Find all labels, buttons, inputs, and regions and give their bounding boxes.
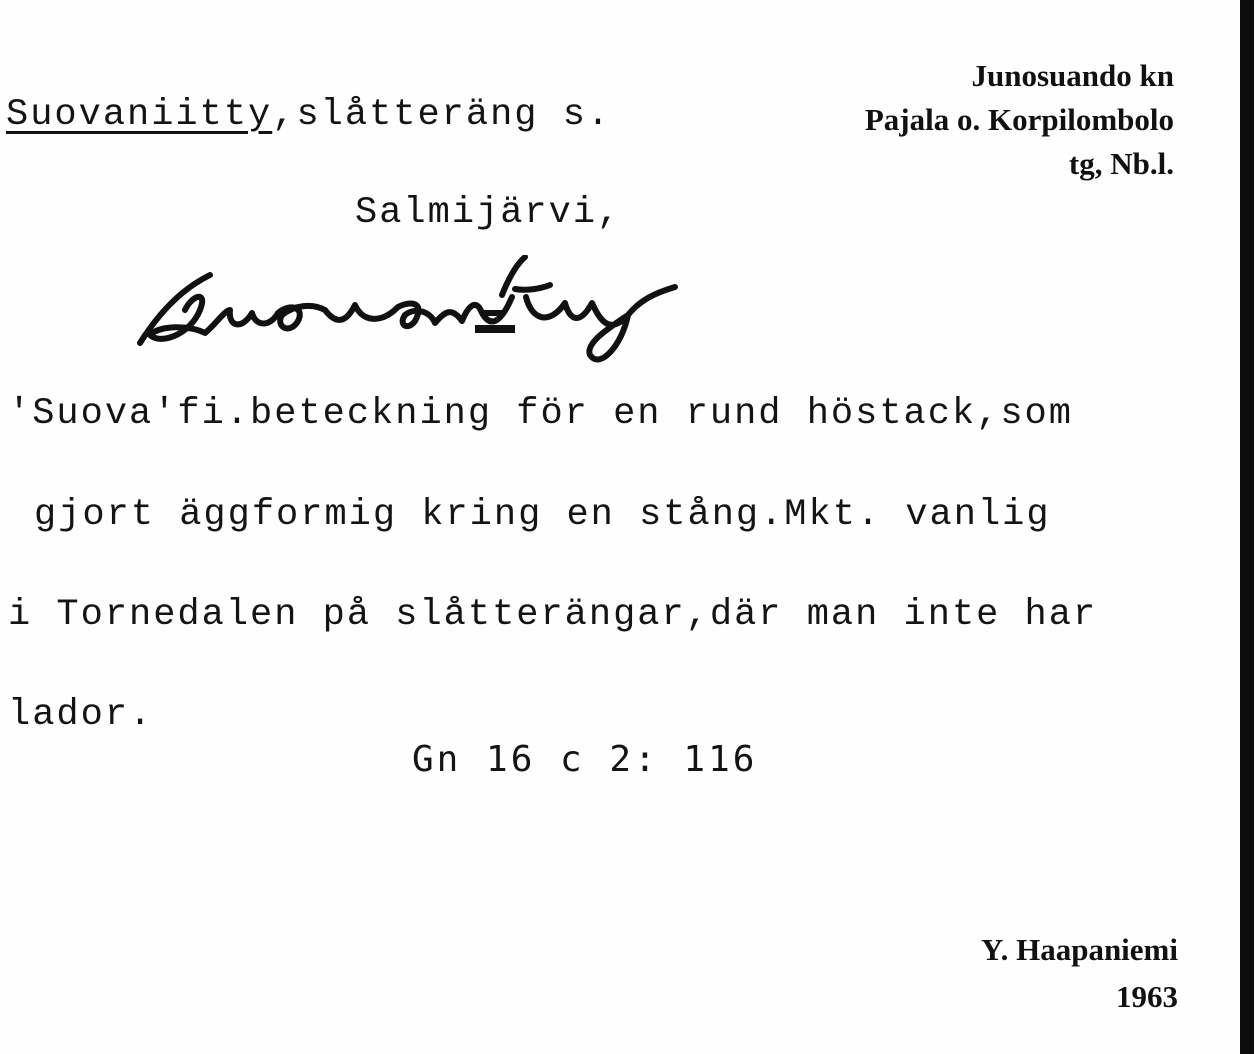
locality-line-3: tg, Nb.l.	[1068, 146, 1174, 181]
body-line-3: i Tornedalen på slåtterängar,där man inte har	[8, 594, 1098, 636]
collection-year: 1963	[1116, 979, 1178, 1014]
body-line-4: lador.	[8, 694, 154, 736]
headword-line	[6, 94, 611, 136]
handwritten-headword	[130, 255, 710, 375]
headword-definition: ,slåtteräng s.	[272, 94, 612, 136]
body-line-1: ʹSuovaʹfi.beteckning för en rund höstack,som	[8, 393, 1073, 435]
collector-name: Y. Haapaniemi	[981, 932, 1178, 967]
card-edge	[1240, 0, 1254, 1054]
handwritten-headword-text: Suovaniity	[130, 255, 135, 256]
archive-reference: Gn 16 c 2: 116	[412, 739, 758, 780]
locality-line-2: Pajala o. Korpilombolo	[864, 102, 1174, 137]
headword: Suovaniitty	[6, 94, 273, 136]
location-line: Salmijärvi,	[355, 192, 622, 234]
locality-line-1: Junosuando kn	[971, 58, 1174, 93]
body-line-2: gjort äggformig kring en stång.Mkt. vanlig	[34, 494, 1051, 536]
